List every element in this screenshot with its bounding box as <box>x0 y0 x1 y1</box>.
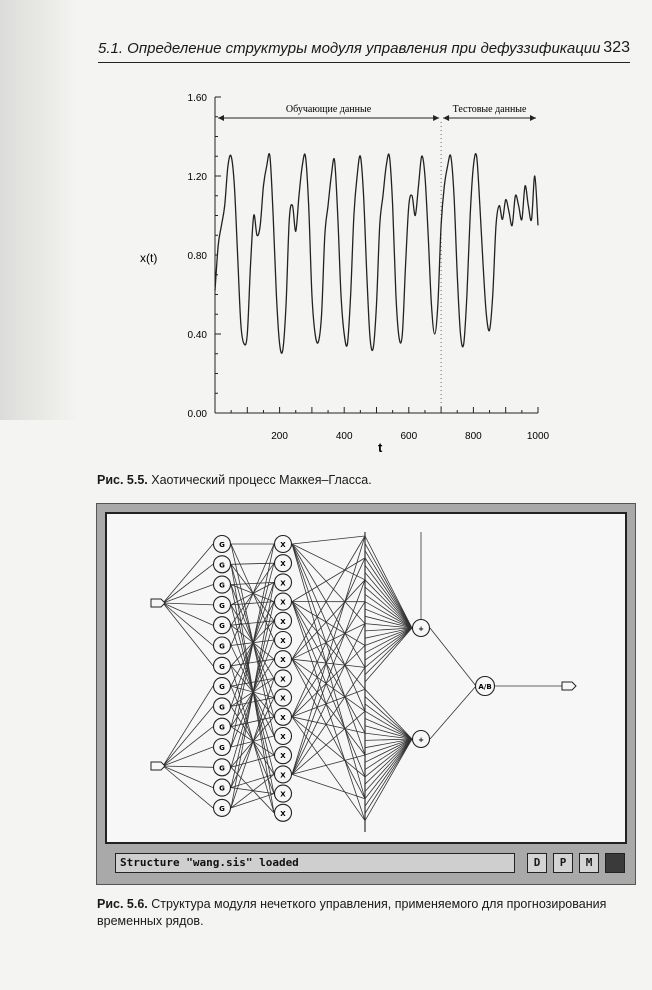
g-node-label: G <box>219 784 225 793</box>
edge-input-g <box>163 686 213 766</box>
x-tick-label: 200 <box>271 431 288 442</box>
caption-text: Хаотический процесс Маккея–Гласса. <box>151 473 372 487</box>
x-tick-label: 800 <box>465 431 482 442</box>
g-node-label: G <box>219 723 225 732</box>
g-node-label: G <box>219 764 225 773</box>
x-node-label: X <box>280 809 286 818</box>
edge-input-g <box>163 766 213 767</box>
sum-node-label: + <box>418 625 424 633</box>
edge-x-rule <box>292 659 365 755</box>
running-header <box>98 38 630 63</box>
g-node-label: G <box>219 561 225 570</box>
edge-rule-sum <box>365 711 412 739</box>
edge-rule-sum <box>365 739 412 806</box>
x-tick-label: 400 <box>335 431 353 442</box>
series-line <box>215 154 538 354</box>
edge-rule-sum <box>365 580 412 628</box>
edge-x-rule <box>292 717 365 821</box>
edge-input-g <box>163 727 213 766</box>
edge-rule-sum <box>365 739 412 813</box>
figure-5-5-caption <box>97 472 597 489</box>
divide-node-label: A/B <box>478 683 492 691</box>
caption-text: Структура модуля нечеткого управления, применяемого для прогнозирования временных рядов. <box>97 897 607 928</box>
output-terminal <box>562 682 576 690</box>
edge-x-rule <box>292 717 365 733</box>
edge-g-x <box>231 678 274 808</box>
range-annotation-label: Обучающие данные <box>285 104 372 115</box>
y-tick-label: 0.80 <box>187 251 207 262</box>
arrow-head-left <box>443 115 449 121</box>
edge-g-x <box>231 563 274 564</box>
y-axis-label: x(t) <box>140 251 158 265</box>
edge-g-x <box>231 621 274 625</box>
edge-rule-sum <box>365 536 412 628</box>
edge-rule-sum <box>365 689 412 739</box>
p-button[interactable]: P <box>553 853 573 873</box>
edge-rule-sum <box>365 739 412 821</box>
status-message: Structure "wang.sis" loaded <box>115 853 515 873</box>
edge-x-rule <box>292 536 365 659</box>
edge-rule-sum <box>365 628 412 653</box>
x-node-label: X <box>280 771 286 780</box>
edge-input-g <box>163 564 213 603</box>
edge-g-x <box>231 659 274 666</box>
edge-rule-sum <box>365 573 412 629</box>
mackey-glass-chart <box>120 80 560 460</box>
x-node-label: X <box>280 541 286 549</box>
edge-rule-sum <box>365 628 412 667</box>
chart-axes <box>215 97 538 413</box>
edge-rule-sum <box>365 628 412 675</box>
edge-sum-div <box>430 628 476 686</box>
x-tick-label: 600 <box>400 431 418 442</box>
figure-5-6-caption <box>97 896 642 930</box>
x-node-label: X <box>280 733 286 741</box>
y-tick-label: 1.60 <box>187 93 207 104</box>
dark-button[interactable] <box>605 853 625 873</box>
x-node-label: X <box>280 675 286 684</box>
page-number: 323 <box>603 39 630 56</box>
edge-x-rule <box>292 717 365 777</box>
x-node-label: X <box>280 656 286 665</box>
edge-x-rule <box>292 536 365 774</box>
x-node-label: X <box>280 713 286 722</box>
network-nodes <box>151 536 576 822</box>
y-tick-label: 0.00 <box>187 409 207 420</box>
edge-g-x <box>231 774 274 787</box>
y-tick-label: 1.20 <box>187 172 207 183</box>
g-node-label: G <box>219 581 225 590</box>
edge-x-rule <box>292 544 365 624</box>
input-terminal <box>151 762 165 770</box>
edge-input-g <box>163 603 213 666</box>
edge-input-g <box>163 766 213 788</box>
edge-input-g <box>163 706 213 766</box>
d-button[interactable]: D <box>527 853 547 873</box>
g-node-label: G <box>219 683 225 692</box>
network-diagram <box>107 514 625 842</box>
caption-label: Рис. 5.5. <box>97 473 148 487</box>
y-tick-label: 0.40 <box>187 330 207 341</box>
g-node-label: G <box>219 703 225 712</box>
edge-input-g <box>163 603 213 625</box>
x-node-label: X <box>280 637 286 645</box>
x-node-label: X <box>280 579 286 588</box>
edge-input-g <box>163 603 213 646</box>
status-bar <box>105 849 627 877</box>
g-node-label: G <box>219 601 225 610</box>
header-title: 5.1. Определение структуры модуля управления при дефуззификации <box>98 40 601 57</box>
range-annotation-label: Тестовые данные <box>452 104 527 115</box>
g-node-label: G <box>219 662 225 671</box>
arrow-head-right <box>530 115 536 121</box>
x-node-label: X <box>280 790 286 799</box>
chart-ticks <box>188 93 550 442</box>
edge-g-x <box>231 582 274 584</box>
page-edge-shadow <box>0 0 78 420</box>
x-node-label: X <box>280 598 286 607</box>
x-node-label: X <box>280 694 286 703</box>
g-node-label: G <box>219 622 225 631</box>
edge-x-rule <box>292 536 365 544</box>
chart-annotations <box>218 104 536 411</box>
sum-node-label: + <box>418 736 424 744</box>
edge-rule-sum <box>365 739 412 799</box>
arrow-head-left <box>218 115 224 121</box>
input-terminal <box>151 599 165 607</box>
edge-rule-sum <box>365 594 412 628</box>
edge-sum-div <box>430 686 476 739</box>
x-node-label: X <box>280 752 286 761</box>
x-node-label: X <box>280 617 286 626</box>
edge-x-rule <box>292 602 365 821</box>
edge-rule-sum <box>365 739 412 777</box>
fuzzy-network-window <box>96 503 636 885</box>
g-node-label: G <box>219 804 225 813</box>
edge-x-rule <box>292 659 365 667</box>
x-axis-label: t <box>378 440 383 455</box>
m-button[interactable]: M <box>579 853 599 873</box>
network-canvas <box>105 512 627 844</box>
caption-label: Рис. 5.6. <box>97 897 148 911</box>
edge-x-rule <box>292 558 365 602</box>
edge-input-g <box>163 766 213 808</box>
edge-x-rule <box>292 580 365 775</box>
g-node-label: G <box>219 541 225 549</box>
edge-input-g <box>163 603 213 605</box>
arrow-head-right <box>433 115 439 121</box>
g-node-label: G <box>219 744 225 752</box>
edge-rule-sum <box>365 551 412 628</box>
x-tick-label: 1000 <box>526 431 550 442</box>
x-node-label: X <box>280 560 286 569</box>
edge-rule-sum <box>365 739 412 784</box>
g-node-label: G <box>219 642 225 651</box>
